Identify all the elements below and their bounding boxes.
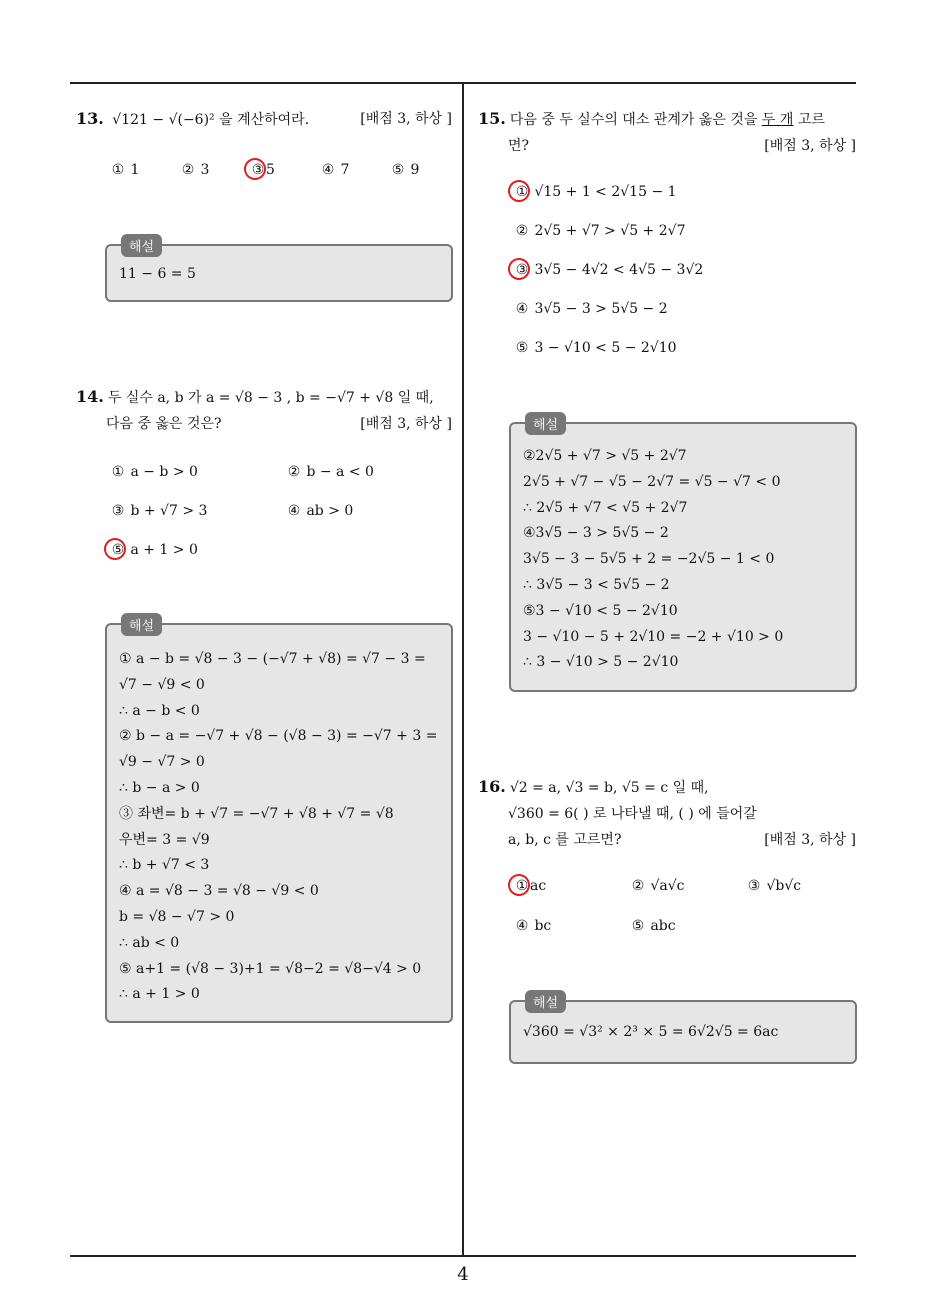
choice-4[interactable]: ④ bc <box>515 918 552 934</box>
solution-line: ∴ a + 1 > 0 <box>119 986 200 1003</box>
bottom-rule <box>70 1255 856 1257</box>
question-text: √121 − √(−6)² 을 계산하여라. <box>112 112 310 128</box>
solution-line: ∴ a − b < 0 <box>119 702 200 719</box>
choice-5[interactable]: ⑤ a + 1 > 0 <box>110 542 198 558</box>
emphasis-two: 두 개 <box>761 112 794 128</box>
solution-line: ∴ b + √7 < 3 <box>119 857 210 874</box>
question-number: 15. <box>478 109 506 128</box>
solution-line: 3 − √10 − 5 + 2√10 = −2 + √10 > 0 <box>523 628 784 645</box>
solution-line: ④3√5 − 3 > 5√5 − 2 <box>523 525 669 542</box>
page-number: 4 <box>457 1264 469 1285</box>
solution-line: 11 − 6 = 5 <box>119 266 196 282</box>
column-divider <box>462 82 464 1257</box>
score-label: [배점 3, 하상 ] <box>360 111 452 127</box>
score-label: [배점 3, 하상 ] <box>764 832 856 848</box>
answer-mark-circle <box>506 872 532 898</box>
solution-line: √360 = √3² × 2³ × 5 = 6√2√5 = 6ac <box>523 1024 779 1040</box>
solution-line: √9 − √7 > 0 <box>119 754 205 771</box>
answer-mark-circle <box>506 256 532 282</box>
solution-line: ② b − a = −√7 + √8 − (√8 − 3) = −√7 + 3 = <box>119 728 438 745</box>
choice-1[interactable]: ① √15 + 1 < 2√15 − 1 <box>514 184 677 200</box>
score-label: [배점 3, 하상 ] <box>360 416 452 432</box>
choice-1[interactable]: ① 1 <box>111 162 140 178</box>
answer-mark-circle <box>242 156 268 182</box>
solution-line: ∴ b − a > 0 <box>119 779 200 796</box>
choice-5[interactable]: ⑤ 3 − √10 < 5 − 2√10 <box>515 340 677 356</box>
choice-3[interactable]: ③ 3√5 − 4√2 < 4√5 − 3√2 <box>514 262 703 278</box>
question-number: 13. <box>76 109 104 128</box>
solution-line: ③ 좌변= b + √7 = −√7 + √8 + √7 = √8 <box>119 805 394 822</box>
question-text-line1: √2 = a, √3 = b, √5 = c 일 때, <box>509 780 709 796</box>
solution-line: ∴ 3√5 − 3 < 5√5 − 2 <box>523 576 670 593</box>
solution-line: 우변= 3 = √9 <box>119 831 210 848</box>
question-text-line2: 다음 중 옳은 것은? <box>106 416 222 432</box>
solution-line: ∴ ab < 0 <box>119 934 180 951</box>
solution-box-13 <box>105 240 453 302</box>
solution-box-16 <box>509 996 857 1064</box>
question-text-line2: 면? <box>508 138 530 154</box>
solution-line: 2√5 + √7 − √5 − 2√7 = √5 − √7 < 0 <box>523 473 781 490</box>
choice-1[interactable]: ① a − b > 0 <box>111 464 198 480</box>
solution-line: ∴ 3 − √10 > 5 − 2√10 <box>523 654 679 671</box>
solution-line: ⑤ a+1 = (√8 − 3)+1 = √8−2 = √8−√4 > 0 <box>119 960 422 977</box>
choice-2[interactable]: ② b − a < 0 <box>287 464 374 480</box>
solution-line: 3√5 − 3 − 5√5 + 2 = −2√5 − 1 < 0 <box>523 551 775 568</box>
choice-2[interactable]: ② 2√5 + √7 > √5 + 2√7 <box>515 223 686 239</box>
choice-4[interactable]: ④ 7 <box>321 162 350 178</box>
choice-2[interactable]: ② √a√c <box>631 878 685 894</box>
solution-line: √7 − √9 < 0 <box>119 676 205 693</box>
solution-tag: 해설 <box>525 990 566 1013</box>
solution-line: ① a − b = √8 − 3 − (−√7 + √8) = √7 − 3 = <box>119 651 426 667</box>
question-14 <box>76 384 452 437</box>
choice-5[interactable]: ⑤ abc <box>631 918 676 934</box>
question-text-line3: a, b, c 를 고르면? <box>508 832 622 848</box>
choice-4[interactable]: ④ 3√5 − 3 > 5√5 − 2 <box>515 301 668 317</box>
solution-tag: 해설 <box>121 234 162 257</box>
question-text-line2: √360 = 6( ) 로 나타낼 때, ( ) 에 들어갈 <box>508 806 757 822</box>
answer-mark-circle <box>102 536 128 562</box>
solution-line: ②2√5 + √7 > √5 + 2√7 <box>523 448 687 464</box>
solution-tag: 해설 <box>121 613 162 636</box>
choice-1[interactable]: ① ac <box>514 878 546 894</box>
answer-mark-circle <box>506 178 532 204</box>
solution-box-15 <box>509 418 857 692</box>
choice-3[interactable]: ③ 5 <box>250 162 275 178</box>
question-number: 14. <box>76 387 104 406</box>
question-13 <box>76 106 452 133</box>
choice-2[interactable]: ② 3 <box>181 162 210 178</box>
question-15: 15. 다음 중 두 실수의 대소 관계가 옳은 것을 두 개 고르 면? [배점 3, 하상 ] <box>478 106 856 159</box>
score-label: [배점 3, 하상 ] <box>764 138 856 154</box>
choice-3[interactable]: ③ √b√c <box>747 878 802 894</box>
choice-3[interactable]: ③ b + √7 > 3 <box>111 503 208 519</box>
solution-line: ∴ 2√5 + √7 < √5 + 2√7 <box>523 499 688 516</box>
question-number: 16. <box>478 777 506 796</box>
choice-4[interactable]: ④ ab > 0 <box>287 503 354 519</box>
choice-5[interactable]: ⑤ 9 <box>391 162 420 178</box>
solution-tag: 해설 <box>525 412 566 435</box>
solution-line: ⑤3 − √10 < 5 − 2√10 <box>523 602 678 619</box>
solution-line: ④ a = √8 − 3 = √8 − √9 < 0 <box>119 883 319 900</box>
question-16 <box>478 774 856 853</box>
solution-line: b = √8 − √7 > 0 <box>119 908 235 925</box>
solution-box-14 <box>105 619 453 1023</box>
question-text-line1: 두 실수 a, b 가 a = √8 − 3 , b = −√7 + √8 일 때, <box>107 390 434 406</box>
